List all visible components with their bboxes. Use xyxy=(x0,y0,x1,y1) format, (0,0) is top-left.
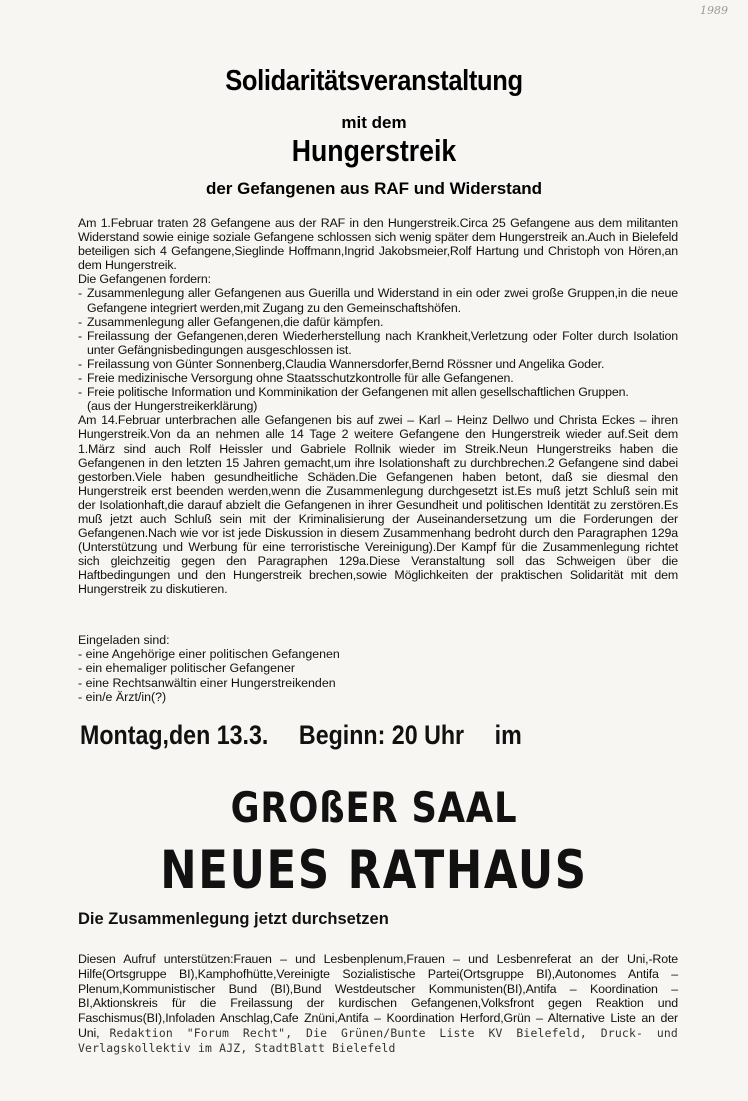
archive-mark: 1989 xyxy=(700,4,728,17)
supporters-typed: Redaktion "Forum Recht", Die Grünen/Bunte Liste KV Bielefeld, Druck- und Verlagskollektiv im AJZ, StadtBlatt Bielefeld xyxy=(78,1025,678,1055)
invited-item: - ein ehemaliger politischer Gefangener xyxy=(78,661,340,675)
event-datetime xyxy=(80,720,546,751)
demands-list xyxy=(78,286,678,399)
poster-title: Solidaritätsveranstaltung xyxy=(225,65,523,97)
intro-paragraph: Am 1.Februar traten 28 Gefangene aus der RAF in den Hungerstreik.Circa 25 Gefangene aus dem militanten Widerstand sowie einige soziale Gefangene schlossen sich wenig später dem Hungerstreik an.Auch in Bielefeld beteiligen sich 4 Gefangene,Sieglinde Hoffmann,Ingrid Jakobsmeier,Rolf Hartung und Christoph von Hören,an dem Hungerstreik. xyxy=(78,216,678,273)
venue-hall: GROßER SAAL xyxy=(230,783,518,832)
demand-item: - Freie medizinische Versorgung ohne Staatsschutzkontrolle für alle Gefangenen. xyxy=(78,371,678,385)
demand-item: - Freilassung der Gefangenen,deren Wiederherstellung nach Krankheit,Verletzung oder Folter durch Isolation unter Gefängnisbedingungen ausgeschlossen ist. xyxy=(78,329,678,357)
event-location-prefix: im xyxy=(494,720,522,750)
poster-main-heading: Hungerstreik xyxy=(291,133,457,168)
demands-source: (aus der Hungerstreikerklärung) xyxy=(87,399,258,414)
demands-heading: Die Gefangenen fordern: xyxy=(78,272,211,287)
venue-building: NEUES RATHAUS xyxy=(160,840,588,901)
invited-item: - ein/e Ärzt/in(?) xyxy=(78,690,340,704)
background-paragraph: Am 14.Februar unterbrachen alle Gefangenen bis auf zwei – Karl – Heinz Dellwo und Christa Eckes – ihren Hungerstreik.Von da an nehmen alle 14 Tage 2 weitere Gefangene den Hungerstreik wieder auf.Seit dem 1.März sind auch Rolf Heissler und Gabriele Rollnik wieder im Streik.Neun Hungerstreiks haben die Gefangenen in den letzten 15 Jahren gemacht,um ihre Isolationshaft zu durchbrechen.2 Gefangene sind dabei gestorben.Viele haben gesundheitliche Schäden.Die Gefangenen haben betont, daß sie diesmal den Hungerstreik erst beenden werden,wenn die Zusammenlegung durchgesetzt ist.Es muß jetzt Schluß sein mit der Isolationhaft,die darauf abzielt die Gefangenen in ihrer Gesundheit und politischen Identität zu zerstören.Es muß jetzt auch Schluß sein mit der Kriminalisierung der Auseinandersetzung um die Forderungen der Gefangenen.Nach wie vor ist jede Diskussion in diesem Zusammenhang bedroht durch den Paragraphen 129a (Unterstützung und Werbung für eine terroristische Vereinigung).Der Kampf für die Zusammenlegung richtet sich gleichzeitig gegen den Paragraphen 129a.Diese Veranstaltung soll das Schweigen über die Haftbedingungen und den Hungerstreik brechen,sowie Möglichkeiten der praktischen Solidarität mit dem Hungerstreik zu diskutieren. xyxy=(78,413,678,597)
main-text xyxy=(78,216,678,597)
event-start-time: Beginn: 20 Uhr xyxy=(298,720,465,750)
invited-section xyxy=(78,633,340,704)
slogan: Die Zusammenlegung jetzt durchsetzen xyxy=(78,910,389,928)
demand-item: - Freilassung von Günter Sonnenberg,Claudia Wannersdorfer,Bernd Rössner und Angelika Goder. xyxy=(78,357,678,371)
invited-heading: Eingeladen sind: xyxy=(78,633,170,647)
demand-item: - Zusammenlegung aller Gefangenen,die dafür kämpfen. xyxy=(78,315,678,329)
supporters-printed: Diesen Aufruf unterstützen:Frauen – und Lesbenplenum,Frauen – und Lesbenreferat an der Uni,-Rote Hilfe(Ortsgruppe BI),Kamphofhütte,Vereinigte Sozialistische Partei(Ortsgruppe BI),Autonomes Antifa – Plenum,Kommunistischer Bund (BI),Bund Westdeutscher Kommunisten(BI),Antifa – Koordination – BI,Aktionskreis für die Freilassung der kurdischen Gefangenen,Volksfront gegen Reaktion und Faschismus(BI),Infoladen Anschlag,Cafe Znüni,Antifa – Koordination Herford,Grün – Alternative Liste an der Uni, xyxy=(78,952,678,1040)
poster-subtitle: der Gefangenen aus RAF und Widerstand xyxy=(205,179,543,198)
invited-list xyxy=(78,647,340,704)
event-date: Montag,den 13.3. xyxy=(80,720,269,750)
supporters-section xyxy=(78,952,678,1056)
poster-connector: mit dem xyxy=(341,113,407,132)
invited-item: - eine Angehörige einer politischen Gefangenen xyxy=(78,647,340,661)
demand-item: - Zusammenlegung aller Gefangenen aus Guerilla und Widerstand in ein oder zwei große Gruppen,in die neue Gefangene integriert werden,mit Zugang zu den Gemeinschaftshöfen. xyxy=(78,286,678,314)
invited-item: - eine Rechtsanwältin einer Hungerstreikenden xyxy=(78,676,340,690)
demand-item: - Freie politische Information und Komminikation der Gefangenen mit allen gesellschaftlichen Gruppen. xyxy=(78,385,678,399)
